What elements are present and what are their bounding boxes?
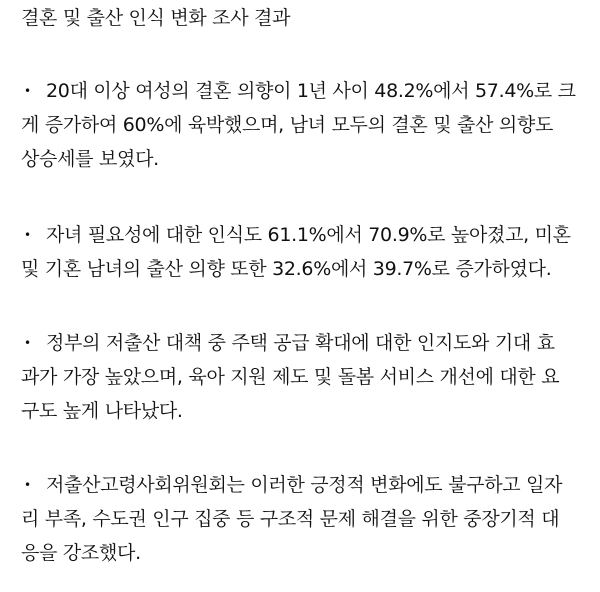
bullet-line: • 저출산고령사회위원회는 이러한 긍정적 변화에도 불구하고 일자 bbox=[21, 468, 586, 502]
bullet-line: 상승세를 보였다. bbox=[21, 148, 159, 170]
bullet-dot: • bbox=[24, 84, 31, 98]
bullet-line: 응을 강조했다. bbox=[21, 542, 141, 564]
bullet-dot: • bbox=[24, 228, 31, 242]
bullet-line: • 정부의 저출산 대책 중 주택 공급 확대에 대한 인지도와 기대 효 bbox=[21, 326, 586, 360]
bullet-line: 구도 높게 나타났다. bbox=[21, 400, 183, 422]
bullet-line: • 20대 이상 여성의 결혼 의향이 1년 사이 48.2%에서 57.4%로 크 bbox=[21, 74, 586, 108]
bullet-line: 리 부족, 수도권 인구 집중 등 구조적 문제 해결을 위한 중장기적 대 bbox=[21, 508, 560, 530]
bullet-item-3 bbox=[21, 326, 586, 428]
bullet-dot: • bbox=[24, 478, 31, 492]
bullet-line: 과가 가장 높았으며, 육아 지원 제도 및 돌봄 서비스 개선에 대한 요 bbox=[21, 366, 560, 388]
bullet-item-1 bbox=[21, 74, 586, 176]
bullet-line: 게 증가하여 60%에 육박했으며, 남녀 모두의 결혼 및 출산 의향도 bbox=[21, 114, 554, 136]
bullet-item-4 bbox=[21, 468, 586, 570]
bullet-line: • 자녀 필요성에 대한 인식도 61.1%에서 70.9%로 높아졌고, 미혼 bbox=[21, 218, 586, 252]
page-title: 결혼 및 출산 인식 변화 조사 결과 bbox=[21, 7, 291, 29]
bullet-item-2 bbox=[21, 218, 586, 286]
bullet-dot: • bbox=[24, 336, 31, 350]
bullet-line: 및 기혼 남녀의 출산 의향 또한 32.6%에서 39.7%로 증가하였다. bbox=[21, 258, 552, 280]
